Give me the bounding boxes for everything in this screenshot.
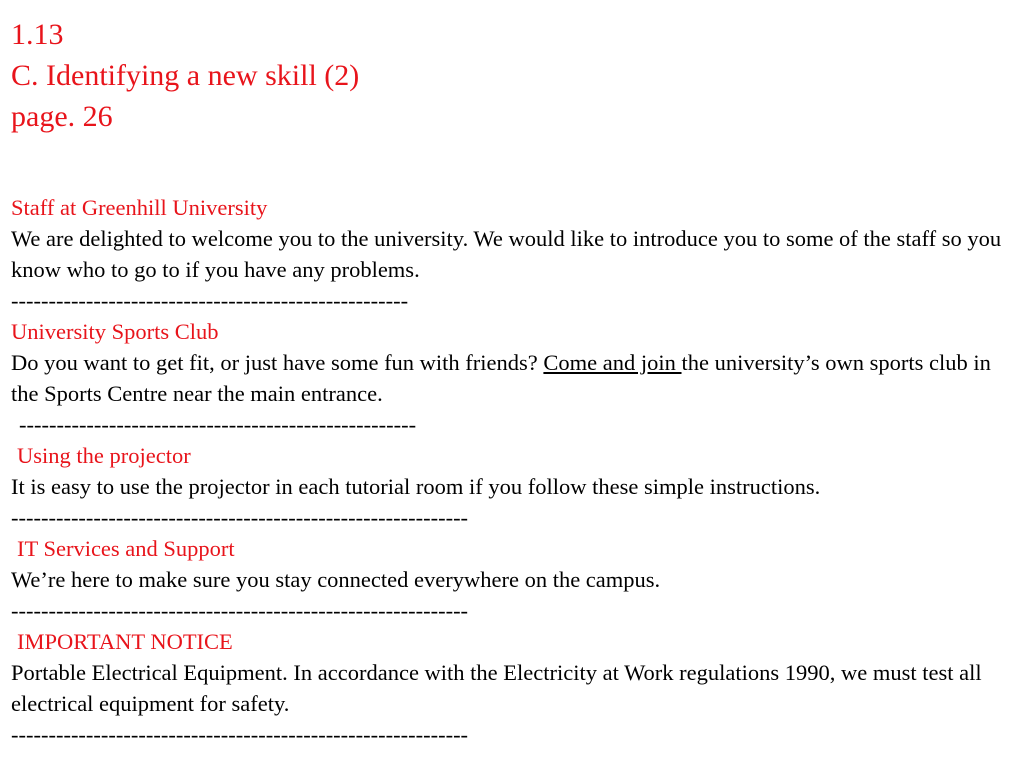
come-and-join-link[interactable]: Come and join <box>543 350 682 375</box>
sports-text-start: Do you want to get fit, or just have some fun with friends? <box>11 350 544 375</box>
sports-heading: University Sports Club <box>11 319 219 344</box>
projector-separator: ------------------------------------------------------------- <box>11 505 469 530</box>
projector-text: It is easy to use the projector in each tutorial room if you follow these simple instructions. <box>11 474 821 499</box>
notices-body <box>11 192 1017 750</box>
staff-separator: ----------------------------------------------------- <box>11 288 409 313</box>
sports-separator: ----------------------------------------------------- <box>19 412 417 437</box>
notice-separator: ------------------------------------------------------------- <box>11 722 469 747</box>
sports-text <box>11 347 1017 409</box>
staff-text: We are delighted to welcome you to the university. We would like to introduce you to some of the staff so you know who to go to if you have any problems. <box>11 226 1002 282</box>
it-separator: ------------------------------------------------------------- <box>11 598 469 623</box>
staff-heading: Staff at Greenhill University <box>11 195 268 220</box>
lesson-number: 1.13 <box>11 18 64 51</box>
it-text: We’re here to make sure you stay connected everywhere on the campus. <box>11 567 661 592</box>
lesson-title: C. Identifying a new skill (2) <box>11 59 360 92</box>
title-block <box>11 14 359 137</box>
notice-text: Portable Electrical Equipment. In accordance with the Electricity at Work regulations 1990, we must test all electrical equipment for safety. <box>11 660 982 716</box>
notice-heading: IMPORTANT NOTICE <box>17 629 233 654</box>
it-heading: IT Services and Support <box>17 536 235 561</box>
projector-heading: Using the projector <box>17 443 191 468</box>
sports-text-end: the university’s own sports club in the Sports Centre near the main entrance. <box>11 350 991 406</box>
page-reference: page. 26 <box>11 100 113 133</box>
